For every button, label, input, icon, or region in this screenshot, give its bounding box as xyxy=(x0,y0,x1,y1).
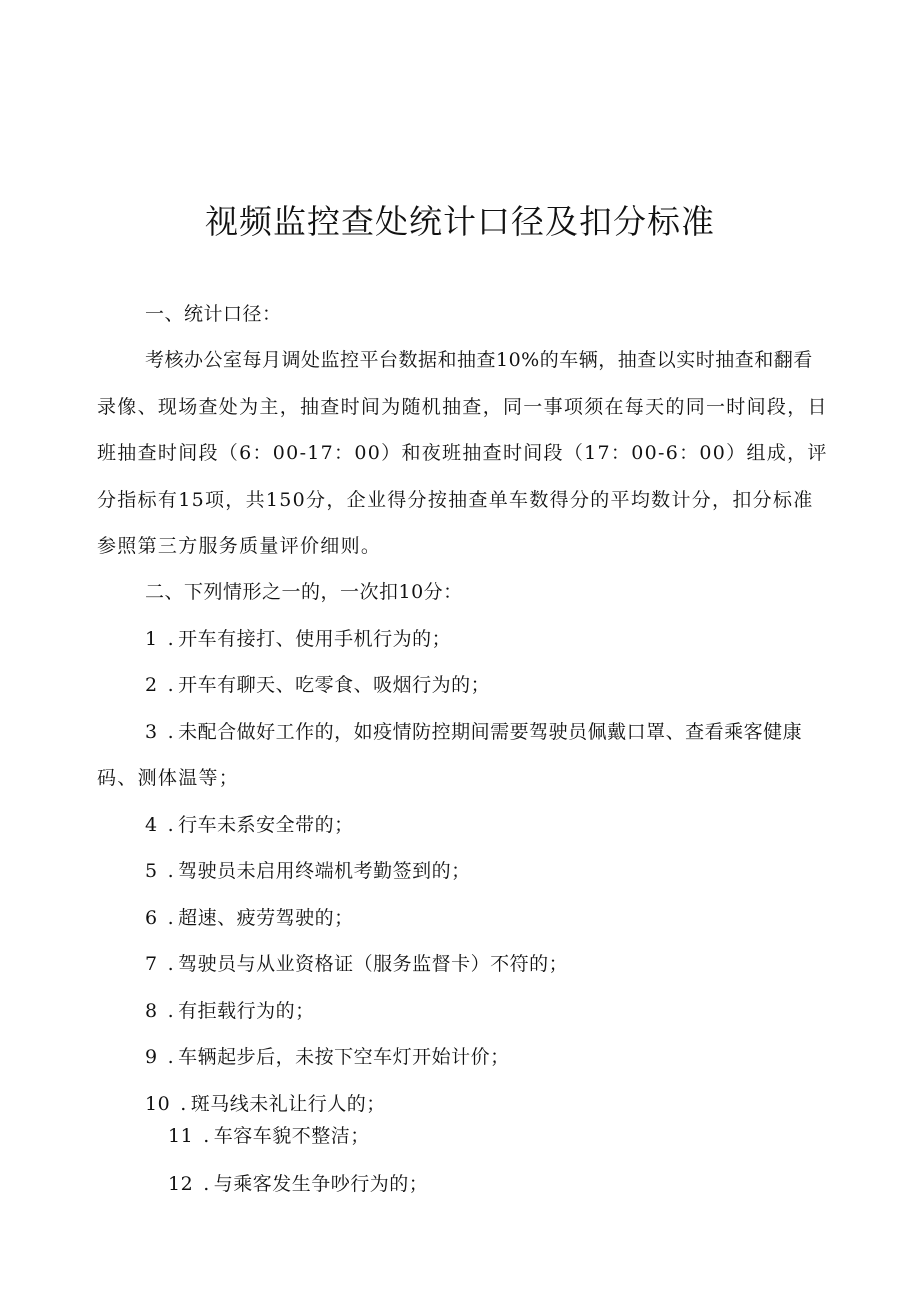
list-item: 2 . 开车有聊天、吃零食、吸烟行为的； xyxy=(145,674,491,696)
list-item: 1 . 开车有接打、使用手机行为的； xyxy=(145,628,452,650)
item-number: 4 xyxy=(145,814,158,836)
item-number: 6 xyxy=(145,907,158,929)
item-number: 5 xyxy=(145,860,158,882)
list-item: 4 . 行车未系安全带的； xyxy=(145,814,354,836)
paragraph-line: 分指标有15项，共150分，企业得分按抽查单车数得分的平均数计分，扣分标准 xyxy=(97,489,814,511)
item-text: 开车有接打、使用手机行为的； xyxy=(178,628,452,650)
item-number: 7 xyxy=(145,953,158,975)
page-title: 视频监控查处统计口径及扣分标准 xyxy=(205,202,715,241)
paragraph-line: 参照第三方服务质量评价细则。 xyxy=(97,535,382,557)
list-item: 12 . 与乘客发生争吵行为的； xyxy=(168,1173,429,1195)
section-heading-statistics: 一、统计口径： xyxy=(145,303,282,325)
item-number: 8 xyxy=(145,1000,158,1022)
list-item: 7 . 驾驶员与从业资格证（服务监督卡）不符的； xyxy=(145,953,569,975)
item-number: 12 xyxy=(168,1173,194,1195)
item-text: 车容车貌不整洁； xyxy=(213,1125,370,1147)
item-text: 开车有聊天、吃零食、吸烟行为的； xyxy=(178,674,491,696)
list-item-continuation: 码、测体温等； xyxy=(97,767,240,789)
paragraph-line: 班抽查时间段（6：00-17：00）和夜班抽查时间段（17：00-6：00）组成，评 xyxy=(97,442,828,464)
list-item: 3 . 未配合做好工作的，如疫情防控期间需要驾驶员佩戴口罩、查看乘客健康 xyxy=(145,721,803,743)
item-number: 10 xyxy=(145,1093,171,1115)
list-item: 6 . 超速、疲劳驾驶的； xyxy=(145,907,354,929)
item-text: 驾驶员未启用终端机考勤签到的； xyxy=(178,860,471,882)
item-text: 行车未系安全带的； xyxy=(178,814,354,836)
paragraph-line: 录像、现场查处为主，抽查时间为随机抽查，同一事项须在每天的同一时间段，日 xyxy=(97,396,828,418)
item-text: 与乘客发生争吵行为的； xyxy=(213,1173,429,1195)
item-text: 驾驶员与从业资格证（服务监督卡）不符的； xyxy=(178,953,569,975)
section-heading-deductions: 二、下列情形之一的，一次扣10分： xyxy=(145,581,463,603)
list-item: 10 . 斑马线未礼让行人的； xyxy=(145,1093,386,1115)
item-text: 超速、疲劳驾驶的； xyxy=(178,907,354,929)
item-number: 2 xyxy=(145,674,158,696)
paragraph-line: 考核办公室每月调处监控平台数据和抽查10%的车辆，抽查以实时抽查和翻看 xyxy=(145,349,813,371)
list-item: 5 . 驾驶员未启用终端机考勤签到的； xyxy=(145,860,471,882)
item-number: 9 xyxy=(145,1046,158,1068)
item-number: 3 xyxy=(145,721,158,743)
item-number: 11 xyxy=(168,1125,194,1147)
list-item: 11 . 车容车貌不整洁； xyxy=(168,1125,370,1147)
item-text: 斑马线未礼让行人的； xyxy=(190,1093,386,1115)
item-text: 车辆起步后，未按下空车灯开始计价； xyxy=(178,1046,510,1068)
item-text: 未配合做好工作的，如疫情防控期间需要驾驶员佩戴口罩、查看乘客健康 xyxy=(178,721,803,743)
item-number: 1 xyxy=(145,628,158,650)
list-item: 8 . 有拒载行为的； xyxy=(145,1000,315,1022)
item-text: 有拒载行为的； xyxy=(178,1000,315,1022)
list-item: 9 . 车辆起步后，未按下空车灯开始计价； xyxy=(145,1046,510,1068)
